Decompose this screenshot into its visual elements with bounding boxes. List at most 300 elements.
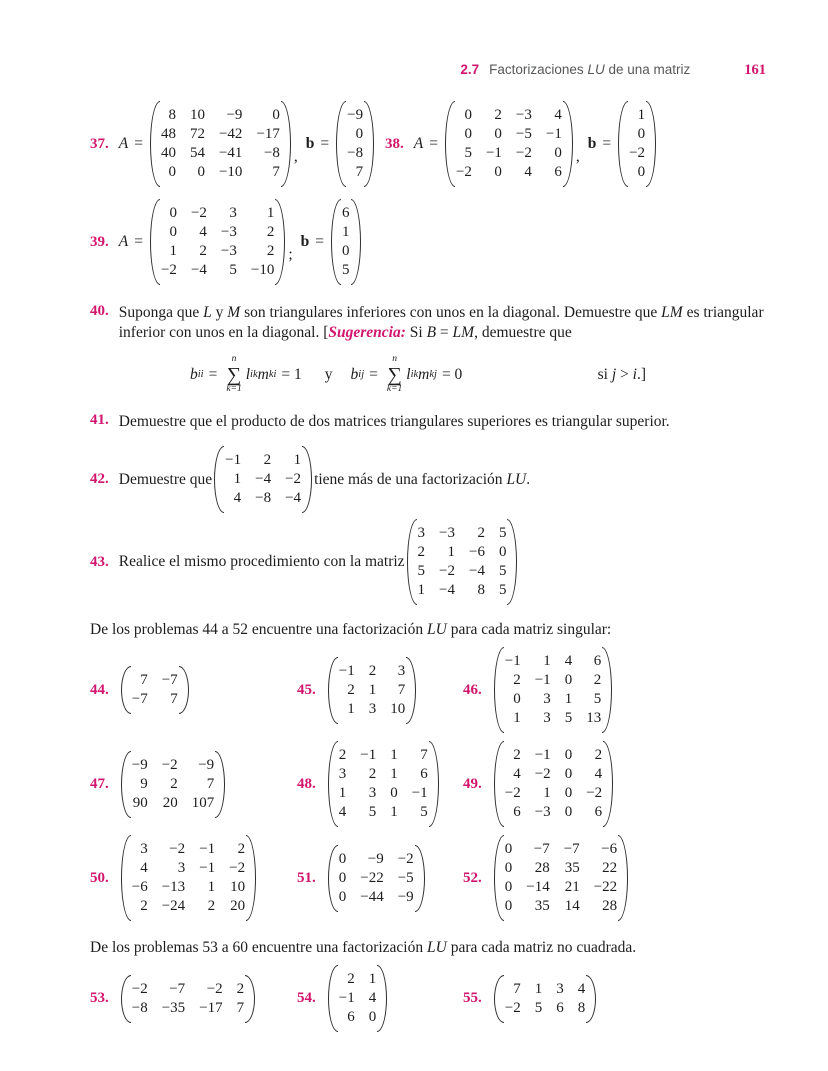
matrix-cell: 1 <box>368 681 377 698</box>
problem-40-text: Suponga que L y M son triangulares inferiores con unos en la diagonal. Demuestre que LM es triangular inferior con unos en la diagonal. [Sugerencia: Si B = LM, demuestre que <box>118 304 764 341</box>
problem-40 <box>90 303 766 343</box>
matrix-cell: 0 <box>494 164 502 180</box>
matrix-cell: 7 <box>206 775 215 792</box>
matrix-cell: −1 <box>338 662 355 679</box>
matrix-cell: −7 <box>533 841 550 857</box>
matrix-cell: −17 <box>256 126 280 142</box>
matrix-cell: 2 <box>140 898 148 914</box>
matrix-45 <box>328 657 416 724</box>
problem-54-number: 54. <box>297 990 316 1006</box>
equation-bij <box>351 355 468 394</box>
matrix-cell: 6 <box>556 999 564 1016</box>
matrix-cell: 10 <box>230 879 246 895</box>
problem-row-44-46 <box>90 647 766 733</box>
matrix-cell: 10 <box>390 700 406 717</box>
matrix-cell: 0 <box>564 785 573 801</box>
problem-46 <box>463 647 766 733</box>
equation-bii <box>190 355 307 394</box>
matrix-cell: 40 <box>160 145 176 161</box>
matrix-cell: 2 <box>594 747 603 763</box>
matrix-cell: 5 <box>464 145 472 161</box>
instructions-53-60: De los problemas 53 a 60 encuentre una factorización LU para cada matriz no cuadrada. <box>90 939 637 956</box>
matrix-cell: −2 <box>161 756 178 773</box>
equals-sign: = <box>134 233 143 250</box>
matrix-cell: 2 <box>593 672 602 688</box>
matrix-44 <box>121 666 189 714</box>
matrix-cell: 6 <box>420 766 428 782</box>
matrix-cell: 0 <box>464 107 472 123</box>
matrix-cell: 54 <box>189 145 205 161</box>
matrix-cell: −13 <box>161 879 186 895</box>
matrix-cell: 2 <box>237 841 246 857</box>
problem-42-pre-text: Demuestre que <box>118 470 213 488</box>
sigma-symbol: ∑ <box>387 363 402 386</box>
matrix-cell: 20 <box>162 794 178 811</box>
matrix-cell: 2 <box>266 224 275 240</box>
matrix-cell: 90 <box>132 794 148 811</box>
matrix-cell: 0 <box>498 544 507 560</box>
matrix-49 <box>494 741 613 827</box>
section-title: Factorizaciones LU de una matriz <box>489 62 691 77</box>
equals-sign: = <box>134 135 143 152</box>
matrix-cell: 35 <box>564 860 580 876</box>
problem-49-number: 49. <box>463 775 482 792</box>
matrix-cell: 6 <box>513 804 521 820</box>
matrix-52 <box>494 835 628 921</box>
problem-51-number: 51. <box>297 869 316 886</box>
problem-45-number: 45. <box>297 681 316 698</box>
matrix-cell: −4 <box>255 471 272 487</box>
matrix-cell: −2 <box>455 164 472 180</box>
problem-55-number: 55. <box>463 990 482 1006</box>
matrix-cell: 6 <box>347 1009 355 1025</box>
problem-49 <box>463 741 766 827</box>
matrix-cell: 1 <box>513 710 521 726</box>
matrix-cell: 0 <box>168 164 176 180</box>
matrix-cell: −22 <box>360 869 384 886</box>
matrix-cell: 4 <box>368 990 377 1006</box>
sigma-symbol: ∑ <box>226 363 242 386</box>
equals-sign: = <box>315 233 325 250</box>
matrix-cell: 1 <box>390 804 398 820</box>
matrix-cell: 6 <box>594 804 603 820</box>
matrix-cell: −1 <box>504 653 521 669</box>
problem-43-text: Realice el mismo procedimiento con la matriz <box>118 553 405 570</box>
matrix-cell: −2 <box>131 980 148 997</box>
problem-44-number: 44. <box>90 681 109 698</box>
matrix-cell: −2 <box>229 860 246 876</box>
matrix-cell: 3 <box>140 841 148 857</box>
matrix-cell: 5 <box>229 262 237 278</box>
matrix-cell: −4 <box>469 563 485 579</box>
matrix-cell: 5 <box>498 582 507 598</box>
matrix-cell: 1 <box>447 544 456 560</box>
problem-50-number: 50. <box>90 869 109 886</box>
vector-37-b <box>336 101 374 187</box>
matrix-cell: 3 <box>543 710 551 726</box>
problem-47 <box>90 751 297 818</box>
matrix-54 <box>328 965 387 1032</box>
problem-48 <box>297 741 463 827</box>
matrix-cell: 20 <box>230 898 246 914</box>
problem-50 <box>90 835 297 921</box>
matrix-cell: 1 <box>338 785 347 801</box>
matrix-cell: 48 <box>160 126 176 142</box>
matrix-cell: 35 <box>534 898 550 914</box>
matrix-cell: 0 <box>513 691 521 707</box>
var-m: m <box>418 365 430 383</box>
matrix-cell: 13 <box>586 710 602 726</box>
matrix-cell: 8 <box>577 999 586 1016</box>
matrix-cell: −9 <box>198 756 215 773</box>
matrix-cell: 6 <box>342 205 350 221</box>
separator: , <box>293 148 298 165</box>
matrix-cell: 3 <box>397 662 406 679</box>
matrix-cell: 1 <box>293 452 302 468</box>
matrix-cell: 5 <box>564 710 573 726</box>
problem-52 <box>463 835 766 921</box>
matrix-cell: −3 <box>220 243 237 259</box>
matrix-cell: 0 <box>169 224 177 240</box>
vector-38-b <box>618 101 656 187</box>
subscript-ij: ij <box>358 369 365 380</box>
problem-53-number: 53. <box>90 990 109 1006</box>
problem-38-number: 38. <box>385 135 404 152</box>
matrix-cell: 1 <box>417 582 426 598</box>
matrix-cell: 0 <box>464 126 472 142</box>
problem-row-50-52 <box>90 835 766 921</box>
matrix-cell: −8 <box>131 999 148 1016</box>
problem-43 <box>90 519 766 605</box>
matrix-cell: 9 <box>140 775 148 792</box>
matrix-cell: −1 <box>199 841 216 857</box>
matrix-cell: −4 <box>190 262 207 278</box>
matrix-cell: 0 <box>338 869 347 886</box>
matrix-cell: −1 <box>534 747 551 763</box>
matrix-50 <box>121 835 256 921</box>
problem-41 <box>90 412 766 432</box>
problem-44 <box>90 666 297 714</box>
matrix-cell: 2 <box>368 662 377 679</box>
equals-sign: = <box>429 135 438 152</box>
problem-47-number: 47. <box>90 775 109 792</box>
problem-42-post-text: tiene más de una factorización LU. <box>314 470 531 488</box>
matrix-cell: 0 <box>197 164 205 180</box>
matrix-cell: 7 <box>236 999 245 1016</box>
matrix-cell: −2 <box>169 841 186 857</box>
matrix-cell: 6 <box>593 653 602 669</box>
matrix-cell: 0 <box>637 126 646 142</box>
matrix-cell: 2 <box>199 243 207 259</box>
matrix-cell: 1 <box>564 691 573 707</box>
matrix-cell: −10 <box>218 164 243 180</box>
matrix-38-A <box>445 101 573 187</box>
matrix-cell: 6 <box>554 164 562 180</box>
matrix-cell: 5 <box>498 525 507 541</box>
problem-row-53-55 <box>90 965 766 1032</box>
matrix-cell: 7 <box>272 164 280 180</box>
separator: , <box>575 148 580 165</box>
matrix-cell: −7 <box>169 980 186 997</box>
var-m: m <box>257 365 269 383</box>
matrix-cell: 0 <box>494 126 502 142</box>
problem-row-47-49 <box>90 741 766 827</box>
matrix-cell: −1 <box>411 785 428 801</box>
matrix-cell: −5 <box>515 126 532 142</box>
page-number: 161 <box>744 62 766 78</box>
matrix-cell: 7 <box>513 980 521 997</box>
matrix-cell: −8 <box>255 490 272 506</box>
instructions-44-52: De los problemas 44 a 52 encuentre una factorización LU para cada matriz singular: <box>90 621 612 638</box>
matrix-cell: −1 <box>360 747 377 763</box>
problem-38 <box>385 101 766 187</box>
matrix-cell: 0 <box>355 126 364 142</box>
matrix-cell: 3 <box>417 525 426 541</box>
matrix-cell: 1 <box>390 747 398 763</box>
problem-53 <box>90 975 297 1023</box>
matrix-cell: −3 <box>515 107 532 123</box>
matrix-cell: −4 <box>285 490 302 506</box>
vector-b-label: b <box>300 233 310 250</box>
summation: n ∑ k=1 <box>386 354 403 394</box>
matrix-cell: 0 <box>504 841 513 857</box>
matrix-cell: −24 <box>161 898 186 914</box>
var-l: l <box>245 365 251 383</box>
matrix-cell: 4 <box>564 653 573 669</box>
matrix-cell: 4 <box>524 164 532 180</box>
matrix-cell: −17 <box>199 999 223 1016</box>
problem-40-number: 40. <box>90 303 109 319</box>
matrix-cell: 3 <box>338 766 347 782</box>
matrix-cell: 4 <box>199 224 207 240</box>
matrix-cell: 1 <box>169 243 177 259</box>
matrix-cell: 2 <box>207 898 216 914</box>
matrix-cell: 2 <box>170 775 178 792</box>
matrix-cell: 0 <box>338 850 347 867</box>
matrix-cell: −9 <box>226 107 243 123</box>
matrix-cell: −44 <box>360 888 384 905</box>
matrix-cell: −6 <box>601 841 618 857</box>
problem-51 <box>297 845 463 912</box>
problem-45 <box>297 657 463 724</box>
matrix-cell: 1 <box>207 879 216 895</box>
matrix-cell: 0 <box>564 804 573 820</box>
matrix-cell: 2 <box>513 747 521 763</box>
matrix-46 <box>494 647 612 733</box>
matrix-cell: 2 <box>347 971 355 987</box>
matrix-43 <box>407 519 518 605</box>
matrix-cell: −9 <box>347 107 364 123</box>
matrix-cell: 2 <box>494 107 502 123</box>
matrix-cell: 107 <box>191 794 215 811</box>
matrix-cell: −14 <box>526 879 550 895</box>
matrix-37-A <box>150 101 291 187</box>
matrix-cell: −6 <box>131 879 148 895</box>
matrix-cell: 14 <box>564 898 580 914</box>
matrix-51 <box>328 845 425 912</box>
equals-one: = 1 <box>281 365 302 383</box>
page-header <box>90 62 766 79</box>
matrix-cell: −2 <box>504 999 521 1016</box>
formula-40 <box>190 355 766 394</box>
matrix-cell: −9 <box>131 756 148 773</box>
matrix-cell: 8 <box>477 582 485 598</box>
matrix-cell: 5 <box>420 804 428 820</box>
var-b: b <box>190 365 198 383</box>
matrix-cell: 7 <box>355 164 364 180</box>
matrix-cell: 5 <box>593 691 602 707</box>
matrix-cell: 1 <box>390 766 398 782</box>
matrix-cell: −2 <box>504 785 521 801</box>
matrix-cell: −9 <box>397 888 414 905</box>
problem-43-number: 43. <box>90 553 109 570</box>
matrix-cell: 5 <box>498 563 507 579</box>
matrix-cell: 1 <box>266 205 275 221</box>
matrix-cell: 7 <box>420 747 428 763</box>
matrix-cell: −3 <box>439 525 456 541</box>
matrix-cell: −42 <box>218 126 243 142</box>
equals-sign: = <box>369 365 378 383</box>
matrix-cell: −1 <box>225 452 242 468</box>
var-l: l <box>406 365 411 383</box>
section-number: 2.7 <box>460 62 480 77</box>
equals-sign: = <box>602 135 612 152</box>
subscript-ii: ii <box>197 369 204 380</box>
conjunction-y: y <box>324 365 333 383</box>
matrix-cell: 3 <box>229 205 237 221</box>
matrix-cell: −2 <box>397 850 414 867</box>
matrix-cell: −7 <box>161 672 178 688</box>
matrix-cell: 2 <box>263 452 272 468</box>
matrix-cell: 1 <box>543 785 551 801</box>
matrix-cell: 1 <box>637 107 646 123</box>
matrix-cell: −10 <box>250 262 275 278</box>
matrix-cell: −2 <box>629 145 646 161</box>
matrix-42 <box>214 446 312 513</box>
matrix-cell: 3 <box>368 785 377 801</box>
matrix-cell: 0 <box>342 243 350 259</box>
matrix-cell: 1 <box>534 980 543 997</box>
matrix-cell: 0 <box>564 766 573 782</box>
matrix-cell: 28 <box>602 898 618 914</box>
matrix-cell: −2 <box>586 785 603 801</box>
matrix-cell: −9 <box>367 850 384 867</box>
matrix-A-label: A <box>413 135 424 152</box>
problem-37 <box>90 101 385 187</box>
matrix-cell: 0 <box>504 898 513 914</box>
subscript-ik: ik <box>250 369 258 380</box>
matrix-cell: −4 <box>439 582 456 598</box>
matrix-cell: 28 <box>534 860 550 876</box>
vector-39-b <box>331 199 361 285</box>
matrix-cell: 2 <box>347 681 355 698</box>
matrix-cell: 4 <box>513 766 521 782</box>
matrix-cell: 72 <box>189 126 205 142</box>
equals-sign: = <box>320 135 330 152</box>
matrix-cell: −2 <box>285 471 302 487</box>
separator: ; <box>288 246 293 263</box>
matrix-cell: −6 <box>469 544 485 560</box>
matrix-A-label: A <box>118 135 129 152</box>
matrix-cell: 1 <box>347 700 355 717</box>
matrix-cell: 0 <box>504 879 513 895</box>
problem-46-number: 46. <box>463 681 482 698</box>
matrix-cell: 0 <box>504 860 513 876</box>
subscript-ki: ki <box>268 369 277 380</box>
subscript-kj: kj <box>429 369 437 380</box>
matrix-cell: 0 <box>169 205 177 221</box>
problem-42-number: 42. <box>90 471 109 487</box>
matrix-cell: 8 <box>168 107 176 123</box>
matrix-cell: 0 <box>368 1009 377 1025</box>
matrix-cell: 5 <box>417 563 426 579</box>
problem-48-number: 48. <box>297 775 316 792</box>
matrix-cell: 4 <box>140 860 148 876</box>
matrix-39-A <box>150 199 285 285</box>
matrix-cell: 0 <box>637 164 646 180</box>
matrix-cell: −2 <box>515 145 532 161</box>
matrix-cell: −1 <box>534 672 551 688</box>
matrix-cell: 4 <box>577 980 586 997</box>
problem-row-37-38 <box>90 101 766 187</box>
matrix-cell: 7 <box>397 681 406 698</box>
matrix-cell: 2 <box>338 747 347 763</box>
matrix-cell: −3 <box>220 224 237 240</box>
matrix-cell: 2 <box>513 672 521 688</box>
matrix-cell: 0 <box>272 107 280 123</box>
matrix-cell: −2 <box>439 563 456 579</box>
matrix-cell: 3 <box>556 980 564 997</box>
matrix-cell: 1 <box>342 224 350 240</box>
problem-41-number: 41. <box>90 412 109 428</box>
matrix-cell: −7 <box>563 841 580 857</box>
problem-37-number: 37. <box>90 135 109 152</box>
matrix-cell: 2 <box>417 544 426 560</box>
matrix-cell: −3 <box>534 804 551 820</box>
matrix-cell: 2 <box>236 980 245 997</box>
matrix-cell: 4 <box>554 107 562 123</box>
matrix-cell: −8 <box>347 145 364 161</box>
problem-39 <box>90 199 766 285</box>
matrix-cell: 5 <box>342 262 350 278</box>
matrix-cell: 7 <box>140 672 148 688</box>
condition-text: si j > i.] <box>597 365 646 383</box>
matrix-cell: −8 <box>263 145 280 161</box>
matrix-cell: 3 <box>543 691 551 707</box>
matrix-cell: 21 <box>564 879 580 895</box>
matrix-cell: 1 <box>233 471 242 487</box>
var-b: b <box>350 365 359 383</box>
matrix-cell: 1 <box>543 653 551 669</box>
matrix-cell: 1 <box>368 971 377 987</box>
matrix-cell: −2 <box>534 766 551 782</box>
subscript-ik: ik <box>410 369 419 380</box>
vector-b-label: b <box>305 135 315 152</box>
equals-sign: = <box>208 365 218 383</box>
problem-52-number: 52. <box>463 869 482 886</box>
matrix-cell: 0 <box>564 747 573 763</box>
matrix-cell: −5 <box>397 869 414 886</box>
matrix-cell: 4 <box>233 490 242 506</box>
matrix-cell: 0 <box>554 145 562 161</box>
matrix-55 <box>494 975 596 1023</box>
matrix-cell: 5 <box>534 999 543 1016</box>
matrix-cell: 7 <box>170 691 178 707</box>
matrix-cell: 0 <box>338 888 347 905</box>
problem-39-number: 39. <box>90 233 109 250</box>
problem-55 <box>463 975 766 1023</box>
matrix-cell: 4 <box>594 766 603 782</box>
